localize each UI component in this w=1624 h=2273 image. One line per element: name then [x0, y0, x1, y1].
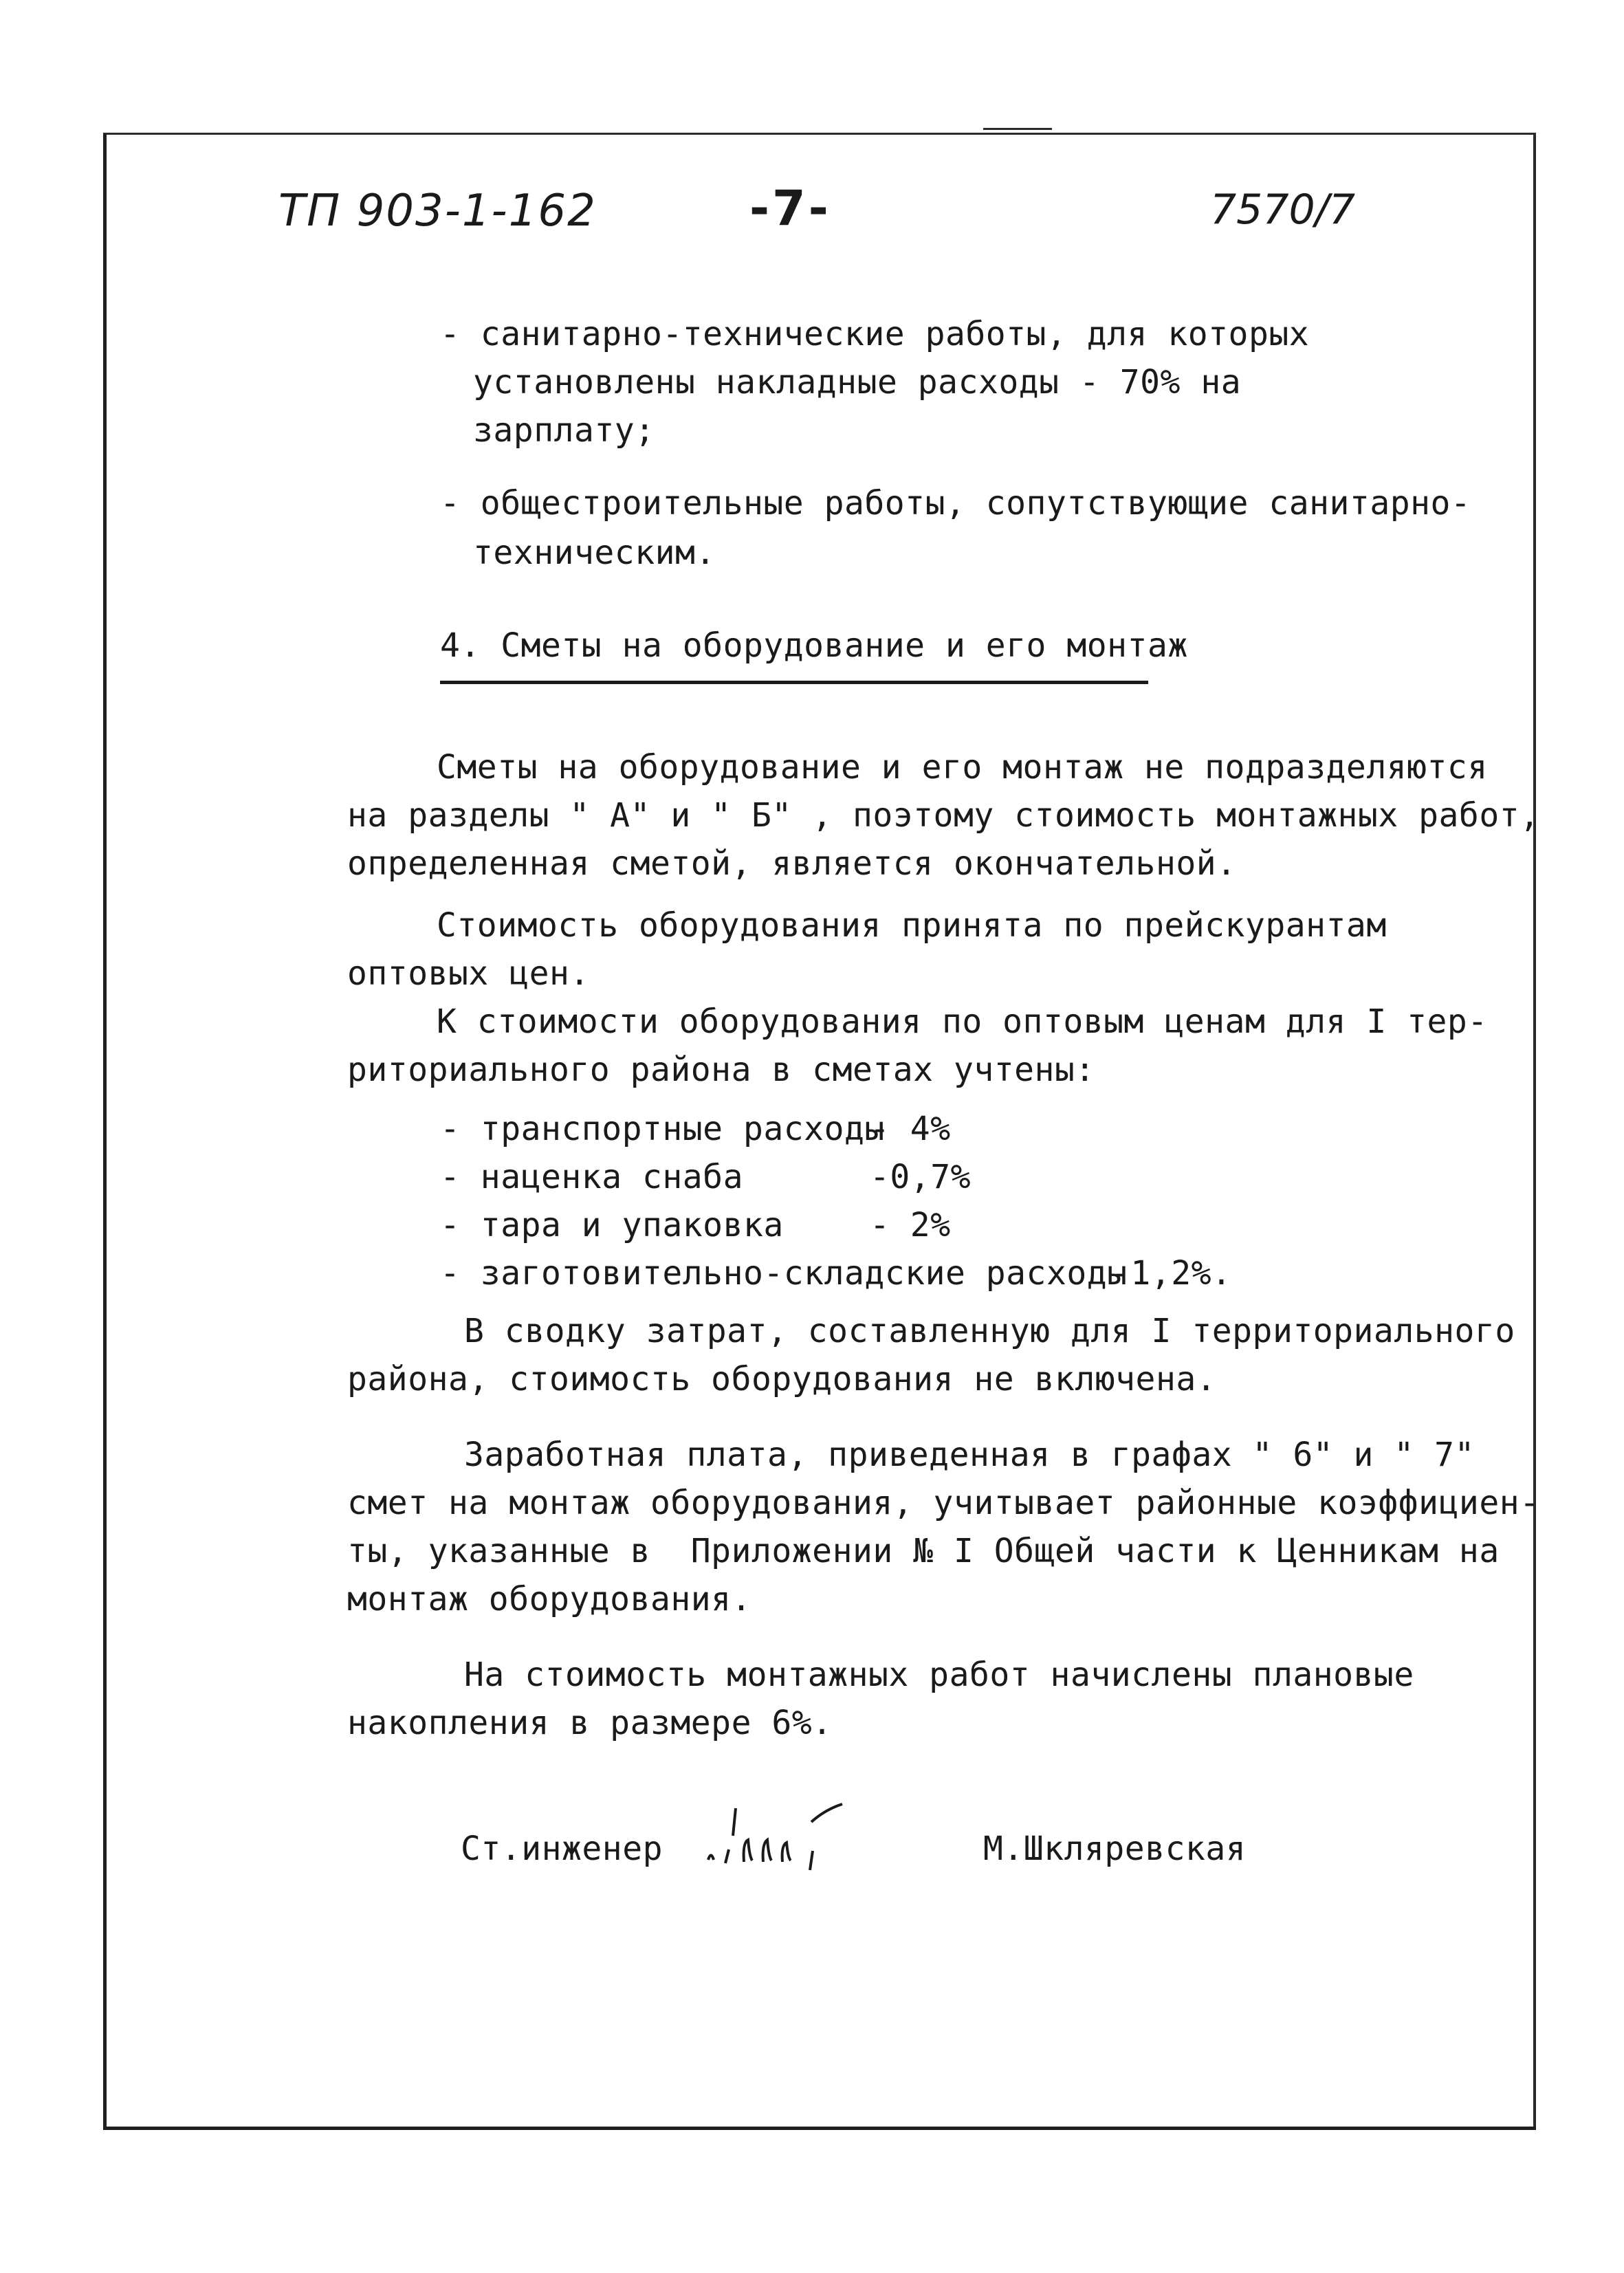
list-item-line: зарплату;: [473, 411, 655, 450]
charge-label: - тара и упаковка: [440, 1206, 784, 1244]
paragraph-line: района, стоимость оборудования не включена.: [347, 1360, 1217, 1398]
charge-value: - 2%: [870, 1206, 951, 1244]
frame-left-line: [103, 134, 107, 2128]
paragraph-line: оптовых цен.: [347, 954, 590, 993]
paragraph-line: ты, указанные в Приложении № I Общей части к Ценникам на: [347, 1532, 1500, 1570]
paragraph-line: Заработная плата, приведенная в графах " 6" и " 7": [464, 1436, 1475, 1474]
frame-right-line: [1533, 134, 1536, 2128]
heading-underline: [440, 681, 1148, 684]
paragraph-line: Сметы на оборудование и его монтаж не подразделяются: [437, 748, 1488, 787]
list-item-line: - общестроительные работы, сопутствующие санитарно-: [440, 484, 1471, 523]
paragraph-line: риториального района в сметах учтены:: [347, 1051, 1095, 1089]
charge-value: -0,7%: [870, 1158, 971, 1196]
paragraph-line: В сводку затрат, составленную для I территориального: [464, 1312, 1515, 1350]
charge-value: - 4%: [870, 1110, 951, 1148]
signer-name: М.Шкляревская: [983, 1830, 1247, 1868]
charge-label: - транспортные расходы: [440, 1110, 885, 1148]
paragraph-line: определенная сметой, является окончательной.: [347, 844, 1237, 883]
doc-code: ТП 903-1-162: [278, 186, 597, 237]
frame-top-line: [103, 133, 1536, 135]
paragraph-line: К стоимости оборудования по оптовым ценам для I тер-: [437, 1002, 1488, 1041]
list-item-line: техническим.: [473, 534, 716, 572]
charge-label: - заготовительно-складские расходы: [440, 1254, 1128, 1293]
frame-bottom-line: [103, 2127, 1536, 2130]
paragraph-line: На стоимость монтажных работ начислены плановые: [464, 1656, 1414, 1694]
charge-label: - наценка снаба: [440, 1158, 743, 1196]
charge-value: -1,2%.: [1110, 1254, 1232, 1293]
section-heading: 4. Сметы на оборудование и его монтаж: [440, 626, 1188, 665]
frame-top-mark: [983, 128, 1052, 130]
signer-title: Ст.инженер: [461, 1830, 663, 1868]
paragraph-line: Стоимость оборудования принята по прейскурантам: [437, 906, 1387, 945]
paragraph-line: смет на монтаж оборудования, учитывает районные коэффициен-: [347, 1484, 1540, 1522]
list-item-line: - санитарно-технические работы, для которых: [440, 315, 1310, 353]
handwritten-signature: [694, 1794, 901, 1884]
page-number: -7-: [749, 180, 831, 237]
paragraph-line: монтаж оборудования.: [347, 1580, 751, 1618]
paragraph-line: на разделы " А" и " Б" , поэтому стоимость монтажных работ,: [347, 796, 1540, 835]
sheet-ref: 7570/7: [1210, 186, 1356, 234]
paragraph-line: накопления в размере 6%.: [347, 1704, 833, 1742]
list-item-line: установлены накладные расходы - 70% на: [473, 363, 1242, 402]
